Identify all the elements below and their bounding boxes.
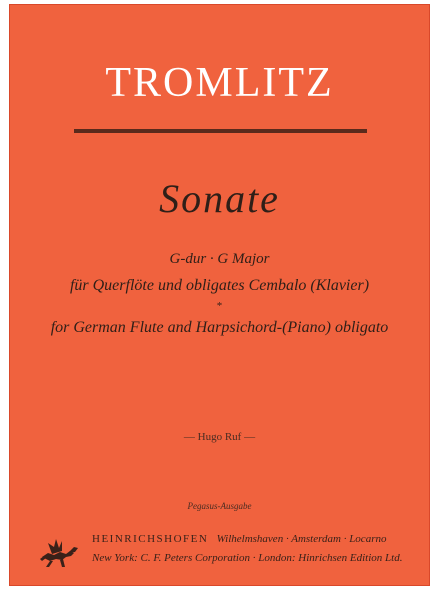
work-key: G-dur · G Major: [169, 251, 270, 267]
publisher-line-1: [92, 533, 386, 545]
instrumentation-english: for German Flute and Harpsichord-(Piano) obligato: [50, 319, 389, 336]
instrumentation-german: für Querflöte und obligates Cembalo (Klavier): [69, 277, 370, 294]
divider-rule: [74, 129, 367, 133]
separator-star: *: [216, 300, 223, 312]
series-name: Pegasus-Ausgabe: [187, 501, 252, 511]
composer-name: TROMLITZ: [105, 60, 334, 106]
publisher-name: HEINRICHSHOFEN: [92, 533, 209, 545]
publisher-line-2: New York: C. F. Peters Corporation · London: Hinrichsen Edition Ltd.: [92, 552, 403, 564]
editor-credit: — Hugo Ruf —: [183, 431, 256, 443]
pegasus-icon: [38, 535, 80, 569]
work-title: Sonate: [159, 176, 280, 221]
publisher-block: [38, 527, 418, 573]
publisher-cities: Wilhelmshaven · Amsterdam · Locarno: [216, 533, 387, 545]
score-cover: [9, 4, 430, 586]
